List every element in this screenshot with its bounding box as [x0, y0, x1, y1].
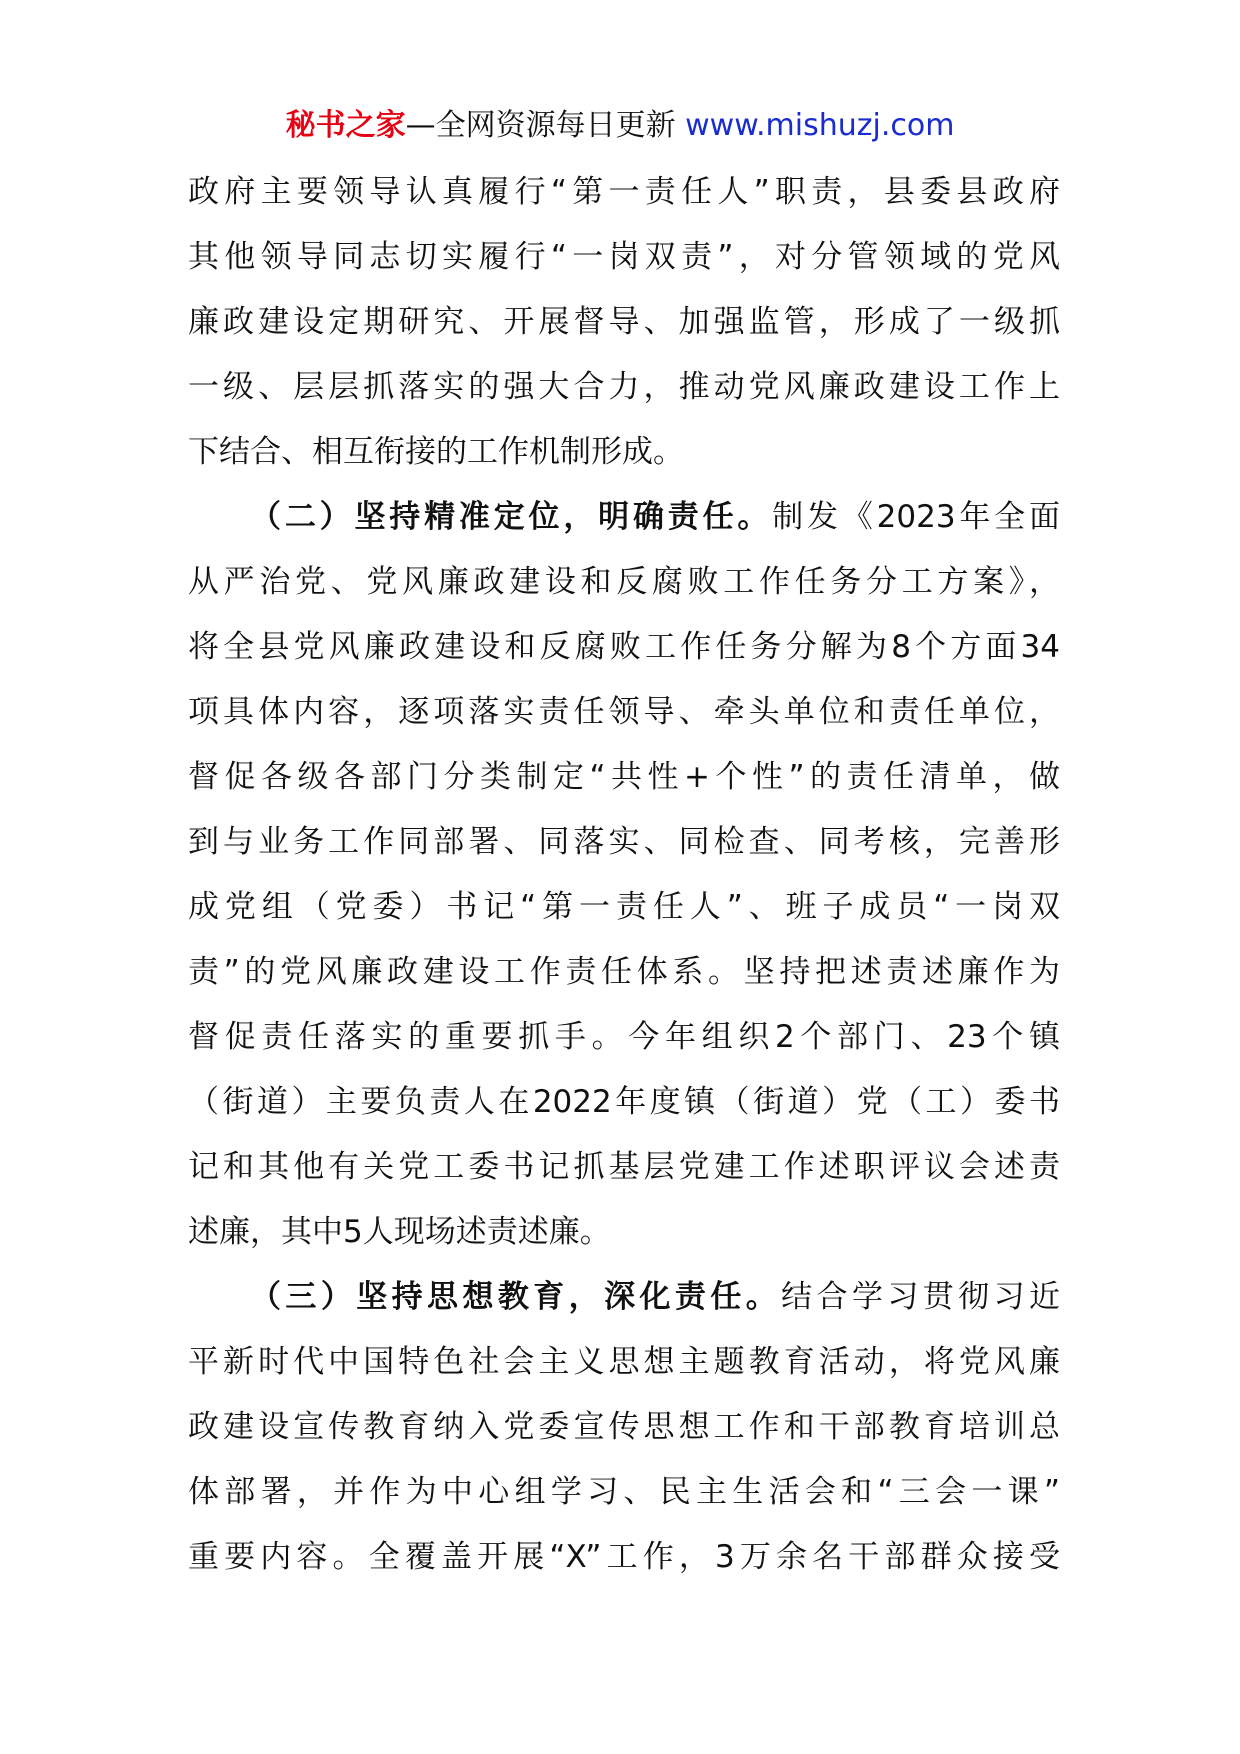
paragraph-line: 其他领导同志切实履行“一岗双责”，对分管领域的党风 [188, 239, 1060, 275]
paragraph-line: 从严治党、党风廉政建设和反腐败工作任务分工方案》， [188, 564, 1060, 600]
paragraph-line: （街道）主要负责人在2022年度镇（街道）党（工）委书 [188, 1084, 1060, 1120]
section-heading: （三）坚持思想教育，深化责任。 [250, 1279, 782, 1315]
paragraph-line [188, 485, 1060, 550]
paragraph-line: 督促责任落实的重要抓手。今年组织2个部门、23个镇 [188, 1019, 1060, 1055]
paragraph-line: 将全县党风廉政建设和反腐败工作任务分解为8个方面34 [188, 629, 1060, 665]
paragraph-line: 责”的党风廉政建设工作责任体系。坚持把述责述廉作为 [188, 954, 1060, 990]
paragraph-text: 制发《2023年全面 [772, 499, 1060, 535]
paragraph-line: 政建设宣传教育纳入党委宣传思想工作和干部教育培训总 [188, 1409, 1060, 1445]
site-brand: 秘书之家 [285, 108, 406, 143]
page-header [0, 100, 1240, 152]
paragraph-line: 政府主要领导认真履行“第一责任人”职责，县委县政府 [188, 174, 1060, 210]
site-url-link[interactable]: www.mishuzj.com [685, 108, 955, 143]
section-heading: （二）坚持精准定位，明确责任。 [250, 499, 773, 535]
paragraph-line: 项具体内容，逐项落实责任领导、牵头单位和责任单位， [188, 694, 1060, 730]
paragraph-text: 结合学习贯彻习近 [781, 1279, 1061, 1315]
paragraph-line: 重要内容。全覆盖开展“X”工作，3万余名干部群众接受 [188, 1539, 1060, 1575]
paragraph-line: 下结合、相互衔接的工作机制形成。 [188, 434, 684, 470]
paragraph-line: 记和其他有关党工委书记抓基层党建工作述职评议会述责 [188, 1149, 1060, 1185]
paragraph-line: 督促各级各部门分类制定“共性+个性”的责任清单，做 [188, 759, 1060, 795]
site-tagline: —全网资源每日更新 [405, 108, 676, 143]
paragraph-line: 一级、层层抓落实的强大合力，推动党风廉政建设工作上 [188, 369, 1060, 405]
paragraph-line: 平新时代中国特色社会主义思想主题教育活动，将党风廉 [188, 1344, 1060, 1380]
paragraph-line: 述廉，其中5人现场述责述廉。 [188, 1214, 611, 1250]
document-body [188, 160, 1060, 1590]
paragraph-line: 廉政建设定期研究、开展督导、加强监管，形成了一级抓 [188, 304, 1060, 340]
paragraph-line [188, 1265, 1060, 1330]
paragraph-line: 到与业务工作同部署、同落实、同检查、同考核，完善形 [188, 824, 1060, 860]
paragraph-line: 成党组（党委）书记“第一责任人”、班子成员“一岗双 [188, 889, 1060, 925]
paragraph-line: 体部署，并作为中心组学习、民主生活会和“三会一课” [188, 1474, 1060, 1510]
